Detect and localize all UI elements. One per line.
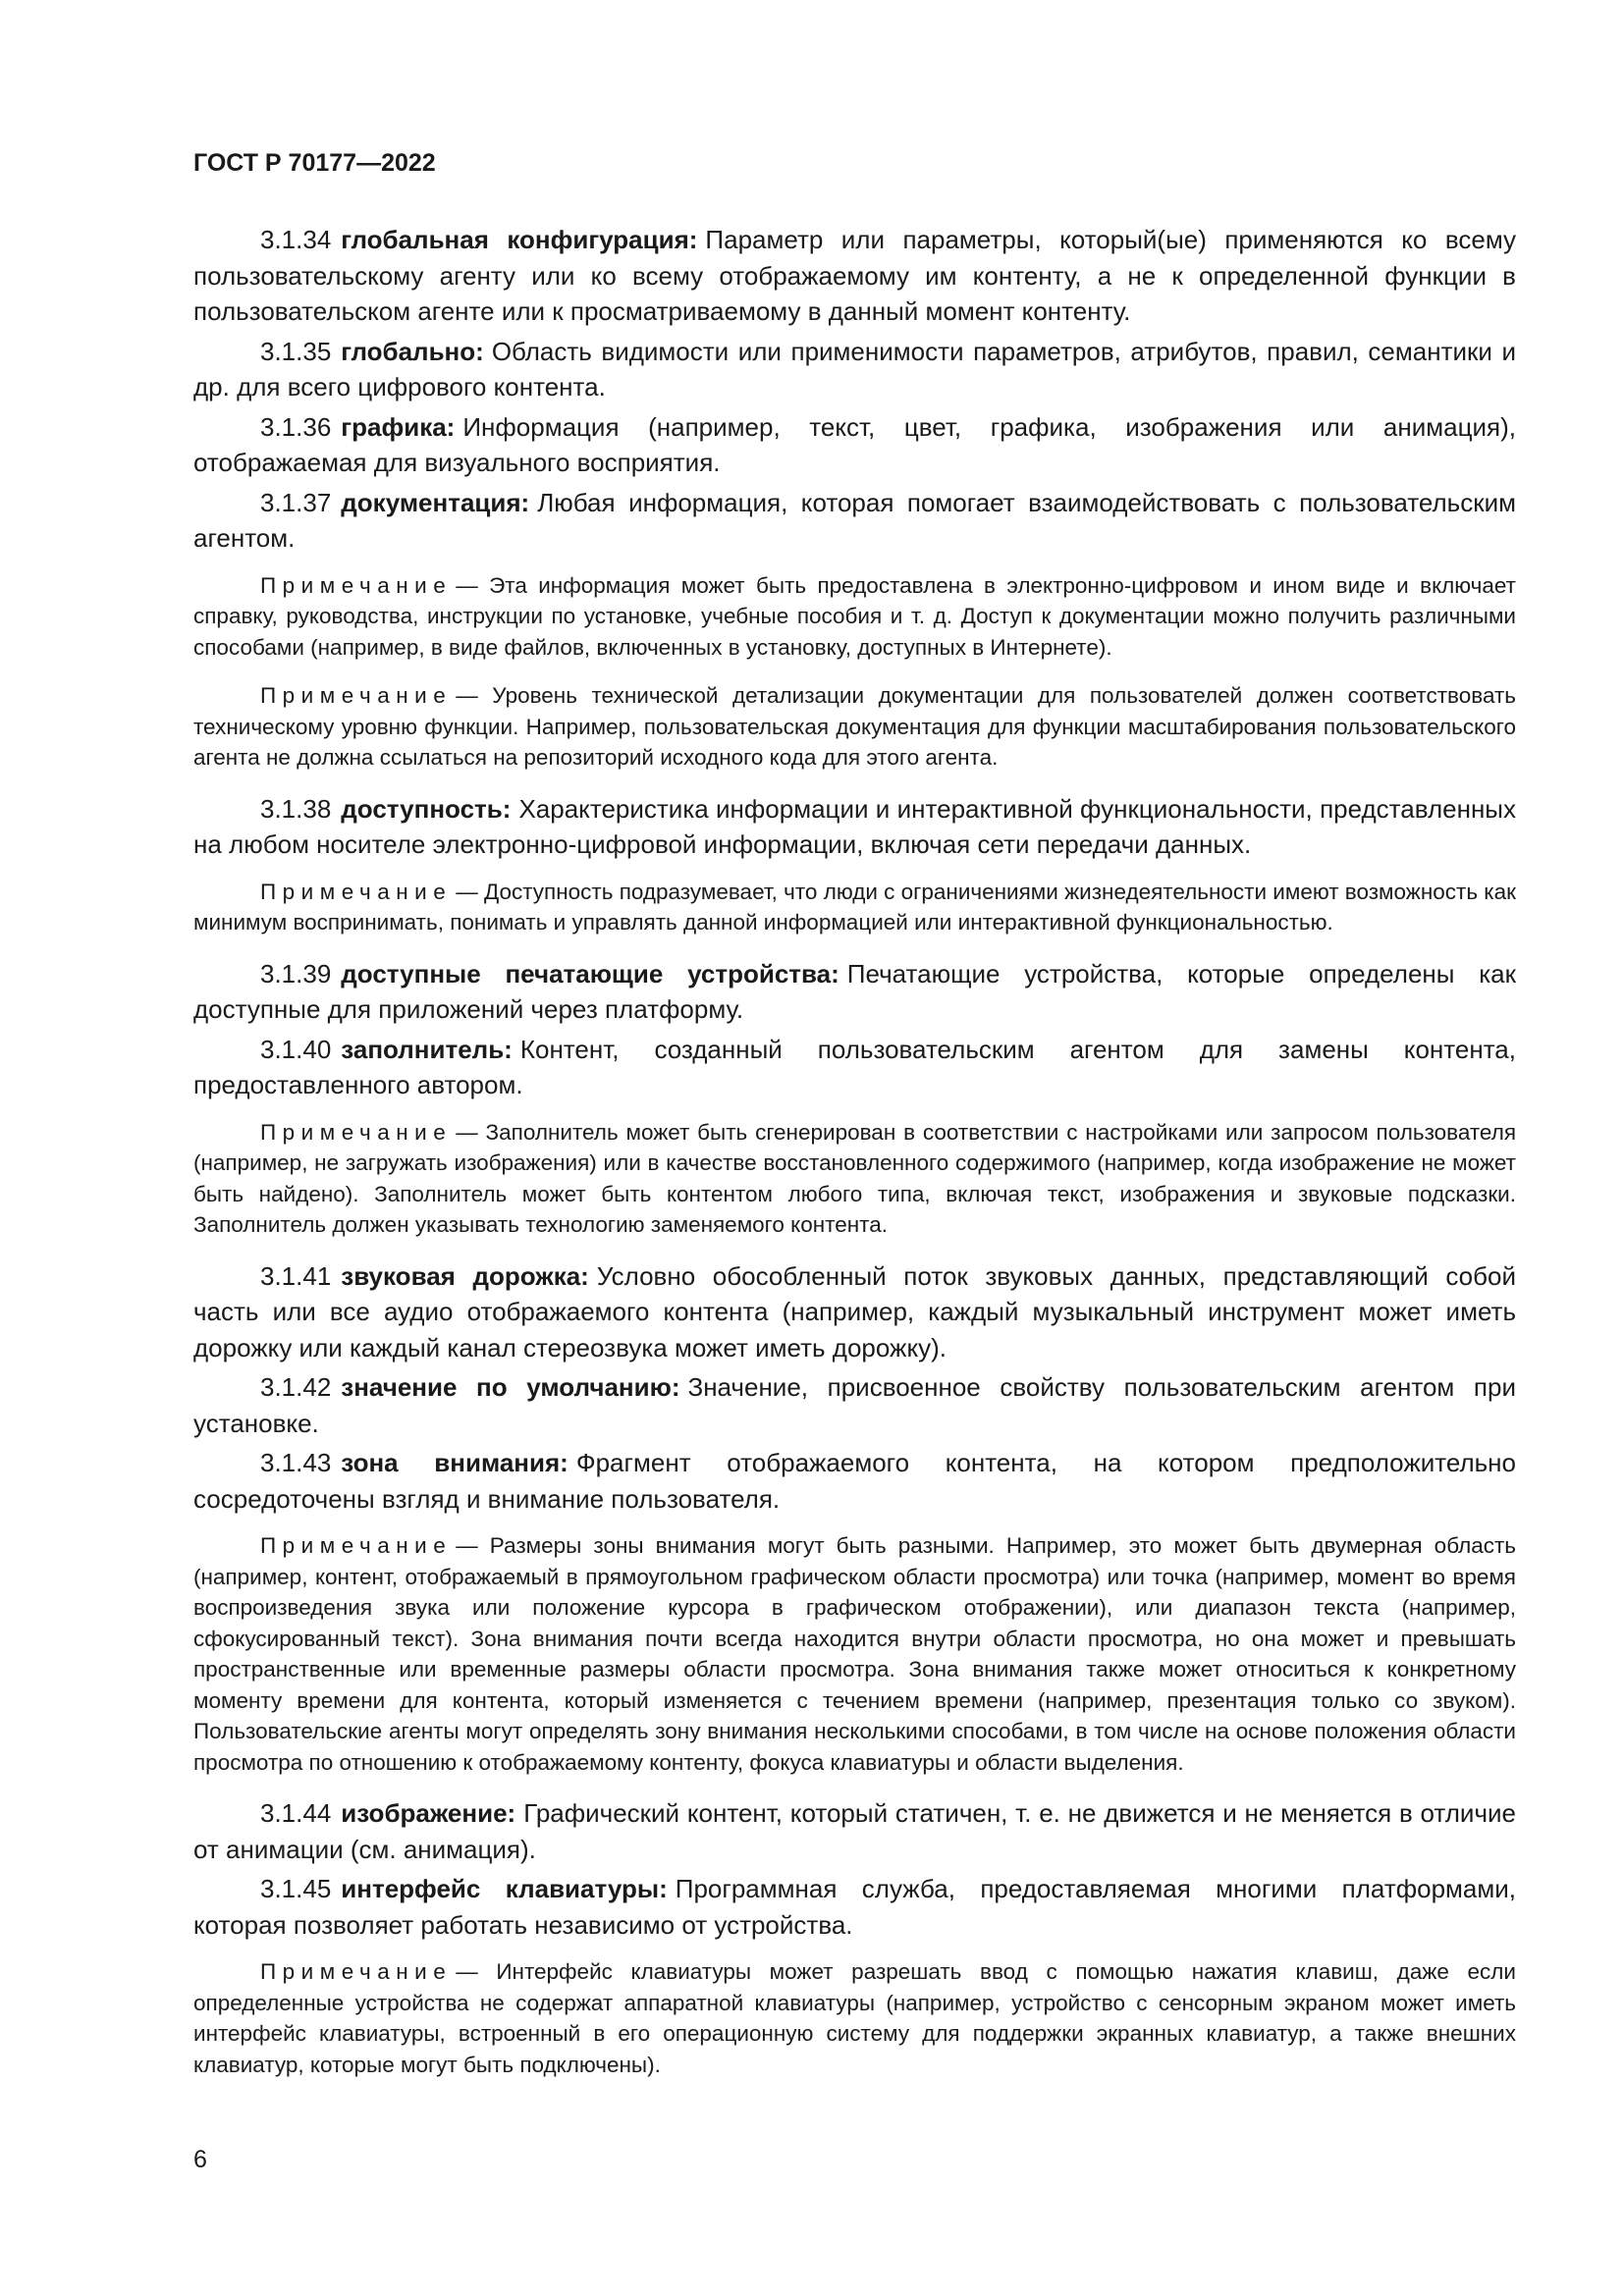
term-entry <box>193 791 1516 863</box>
document-body <box>193 222 1516 2098</box>
term-definition: Параметр или параметры, который(ые) применяются ко всему пользовательскому агенту или ко всему отображаемому им контенту, а не к определенной функции в пользовательском агенте или к просматриваемому в данный момент контенту. <box>193 225 1516 326</box>
term-entry <box>193 1369 1516 1441</box>
note-label: Примечание <box>260 879 453 904</box>
term-number: 3.1.43 <box>260 1448 332 1477</box>
note-text: — Эта информация может быть предоставлена в электронно-цифровом и ином виде и включает справку, руководства, инструкции по установке, учебные пособия и т. д. Доступ к документации можно получить различными способами (например, в виде файлов, включенных в установку, доступных в Интернете). <box>193 572 1516 660</box>
term-number: 3.1.36 <box>260 411 332 442</box>
term-number: 3.1.39 <box>260 958 332 988</box>
term-title: графика: <box>341 411 456 442</box>
term-definition: Характеристика информации и интерактивной функциональности, представленных на любом носителе электронно-цифровой информации, включая сети передачи данных. <box>193 793 1516 859</box>
term-number: 3.1.34 <box>260 225 332 254</box>
note-text: — Уровень технической детализации документации для пользователей должен соответствовать техническому уровню функции. Например, пользовательская документация для функции масштабирования пользовательского агента не должна ссылаться на репозиторий исходного кода для этого агента. <box>193 683 1516 770</box>
term-entry <box>193 1258 1516 1366</box>
term-definition: Область видимости или применимости параметров, атрибутов, правил, семантики и др. для всего цифрового контента. <box>193 336 1516 401</box>
term-entry <box>193 1445 1516 1517</box>
term-title: глобальная конфигурация: <box>341 225 698 254</box>
document-header: ГОСТ Р 70177—2022 <box>193 149 436 177</box>
term-title: документация: <box>341 487 530 517</box>
term-entry <box>193 334 1516 405</box>
term-title: звуковая дорожка: <box>341 1260 589 1291</box>
term-number: 3.1.41 <box>260 1260 332 1291</box>
note-text: — Доступность подразумевает, что люди с ограничениями жизнедеятельности имеют возможность как минимум воспринимать, понимать и управлять данной информацией или интерактивной функциональностью. <box>193 879 1516 934</box>
term-definition: Печатающие устройства, которые определены как доступные для приложений через платформу. <box>193 958 1516 1024</box>
term-title: заполнитель: <box>341 1034 513 1064</box>
term-definition: Значение, присвоенное свойству пользовательским агентом при установке. <box>193 1372 1516 1438</box>
term-title: зона внимания: <box>341 1448 568 1477</box>
note-label: Примечание <box>260 1533 453 1558</box>
term-number: 3.1.40 <box>260 1034 332 1064</box>
note-label: Примечание <box>260 1119 453 1145</box>
term-entry <box>193 485 1516 557</box>
term-definition: Фрагмент отображаемого контента, на котором предположительно сосредоточены взгляд и внимание пользователя. <box>193 1448 1517 1514</box>
term-title: значение по умолчанию: <box>341 1372 680 1402</box>
note <box>193 1530 1516 1778</box>
note <box>193 877 1516 938</box>
term-number: 3.1.42 <box>260 1372 332 1402</box>
term-definition: Любая информация, которая помогает взаимодействовать с пользовательским агентом. <box>193 487 1516 553</box>
term-number: 3.1.37 <box>260 487 332 517</box>
note <box>193 570 1516 664</box>
term-title: глобально: <box>341 336 484 366</box>
term-entry <box>193 409 1516 481</box>
term-definition: Условно обособленный поток звуковых данных, представляющий собой часть или все аудио отображаемого контента (например, каждый музыкальный инструмент может иметь дорожку или каждый канал стереозвука может иметь дорожку). <box>193 1260 1516 1362</box>
term-number: 3.1.44 <box>260 1798 332 1828</box>
term-number: 3.1.45 <box>260 1874 332 1903</box>
term-definition: Контент, созданный пользовательским агентом для замены контента, предоставленного автором. <box>193 1034 1516 1099</box>
term-entry <box>193 222 1516 330</box>
term-number: 3.1.38 <box>260 793 332 824</box>
term-entry <box>193 1032 1516 1103</box>
term-definition: Программная служба, предоставляемая многими платформами, которая позволяет работать независимо от устройства. <box>193 1874 1516 1940</box>
term-definition: Информация (например, текст, цвет, графика, изображения или анимация), отображаемая для визуального восприятия. <box>193 411 1516 477</box>
page-number: 6 <box>193 2146 207 2173</box>
note <box>193 1956 1516 2080</box>
term-entry <box>193 1795 1516 1867</box>
term-entry <box>193 956 1516 1028</box>
note-text: — Заполнитель может быть сгенерирован в соответствии с настройками или запросом пользователя (например, не загружать изображения) или в качестве восстановленного содержимого (например, когда изображение не может быть найдено). Заполнитель может быть контентом любого типа, включая текст, изображения и звуковые подсказки. Заполнитель должен указывать технологию заменяемого контента. <box>193 1119 1516 1237</box>
term-title: интерфейс клавиатуры: <box>341 1874 668 1903</box>
term-title: доступные печатающие устройства: <box>341 958 839 988</box>
note-label: Примечание <box>260 683 453 708</box>
note-label: Примечание <box>260 1959 453 1984</box>
note-label: Примечание <box>260 572 453 598</box>
term-entry <box>193 1871 1516 1943</box>
note <box>193 680 1516 774</box>
note-text: — Размеры зоны внимания могут быть разными. Например, это может быть двумерная область (например, контент, отображаемый в прямоугольном графическом области просмотра) или точка (например, момент во время воспроизведения звука или положение курсора в графическом отображении), или диапазон текста (например, сфокусированный текст). Зона внимания почти всегда находится внутри области просмотра, но она может и превышать пространственные или временные размеры области просмотра. Зона внимания также может относиться к конкретному моменту времени для контента, который изменяется с течением времени (например, презентация только со звуком). Пользовательские агенты могут определять зону внимания несколькими способами, в том числе на основе положения области просмотра по отношению к отображаемому контенту, фокуса клавиатуры и области выделения. <box>193 1533 1516 1775</box>
term-definition: Графический контент, который статичен, т. е. не движется и не меняется в отличие от анимации (см. анимация). <box>193 1798 1516 1864</box>
term-number: 3.1.35 <box>260 336 332 366</box>
note-text: — Интерфейс клавиатуры может разрешать ввод с помощью нажатия клавиш, даже если определенные устройства не содержат аппаратной клавиатуры (например, устройство с сенсорным экраном может иметь интерфейс клавиатуры, встроенный в его операционную систему для поддержки экранных клавиатур, а также внешних клавиатур, которые могут быть подключены). <box>193 1959 1516 2077</box>
term-title: изображение: <box>341 1798 516 1828</box>
term-title: доступность: <box>341 793 512 824</box>
note <box>193 1117 1516 1241</box>
